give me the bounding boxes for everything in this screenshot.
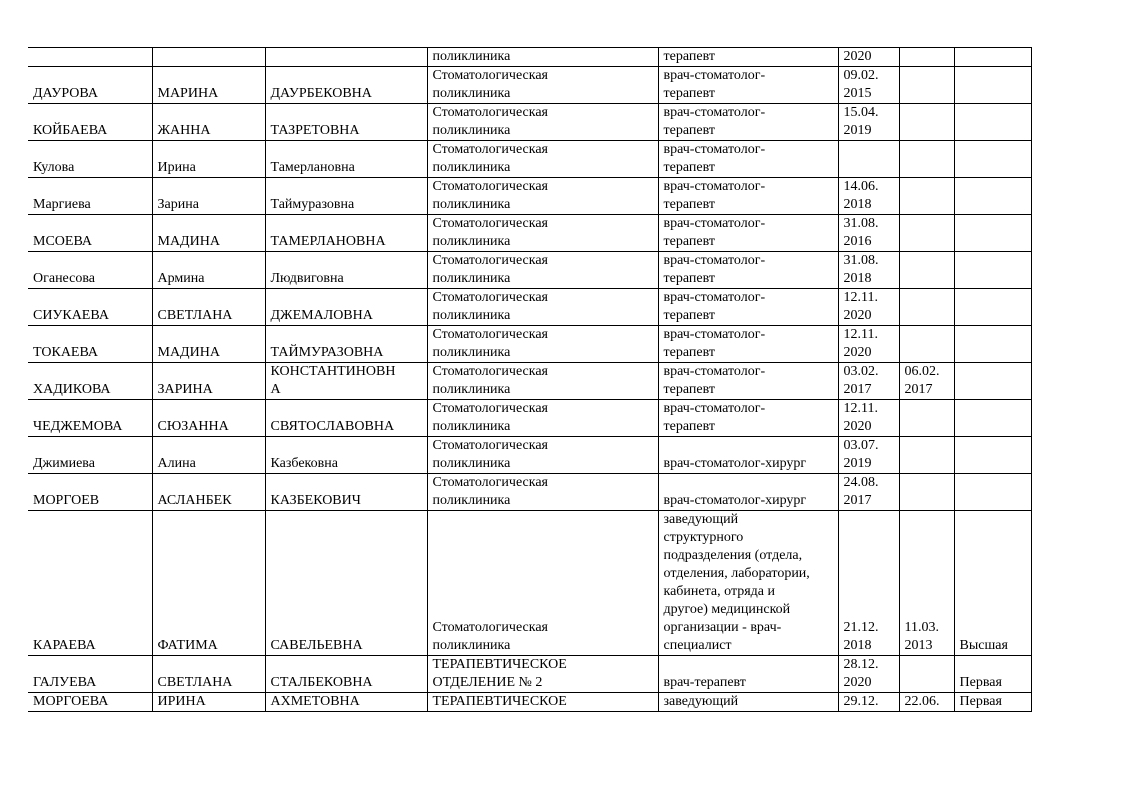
middle-name-cell: Казбековна: [265, 437, 427, 474]
table-row: [28, 511, 1031, 656]
department-cell: Стоматологическая поликлиника: [427, 437, 658, 474]
last-name-cell: Кулова: [28, 141, 152, 178]
table-row: [28, 67, 1031, 104]
department-cell: Стоматологическая поликлиника: [427, 289, 658, 326]
table-row: [28, 326, 1031, 363]
position-cell: заведующий структурного подразделения (отдела, отделения, лаборатории, кабинета, отряда и другое) медицинской организации - врач- специалист: [658, 511, 838, 656]
category-cell: [954, 400, 1031, 437]
second-date-cell: [899, 252, 954, 289]
last-name-cell: МОРГОЕВ: [28, 474, 152, 511]
category-cell: [954, 215, 1031, 252]
category-cell: [954, 474, 1031, 511]
category-cell: [954, 104, 1031, 141]
position-cell: врач-стоматолог-хирург: [658, 437, 838, 474]
date-cell: 31.08. 2018: [838, 252, 899, 289]
second-date-cell: [899, 67, 954, 104]
last-name-cell: [28, 48, 152, 67]
category-cell: [954, 326, 1031, 363]
category-cell: [954, 178, 1031, 215]
table-row: [28, 215, 1031, 252]
position-cell: врач-стоматолог- терапевт: [658, 326, 838, 363]
department-cell: ТЕРАПЕВТИЧЕСКОЕ: [427, 693, 658, 712]
middle-name-cell: Тамерлановна: [265, 141, 427, 178]
first-name-cell: ЗАРИНА: [152, 363, 265, 400]
table-row: [28, 178, 1031, 215]
second-date-cell: [899, 326, 954, 363]
last-name-cell: ДАУРОВА: [28, 67, 152, 104]
second-date-cell: [899, 104, 954, 141]
second-date-cell: [899, 141, 954, 178]
position-cell: заведующий: [658, 693, 838, 712]
date-cell: 03.02. 2017: [838, 363, 899, 400]
first-name-cell: Алина: [152, 437, 265, 474]
category-cell: Высшая: [954, 511, 1031, 656]
date-cell: 29.12.: [838, 693, 899, 712]
middle-name-cell: Людвиговна: [265, 252, 427, 289]
date-cell: 15.04. 2019: [838, 104, 899, 141]
department-cell: поликлиника: [427, 48, 658, 67]
category-cell: [954, 48, 1031, 67]
first-name-cell: СВЕТЛАНА: [152, 656, 265, 693]
table-row: [28, 400, 1031, 437]
department-cell: Стоматологическая поликлиника: [427, 474, 658, 511]
middle-name-cell: Таймуразовна: [265, 178, 427, 215]
second-date-cell: [899, 656, 954, 693]
date-cell: 2020: [838, 48, 899, 67]
category-cell: [954, 363, 1031, 400]
position-cell: врач-стоматолог- терапевт: [658, 252, 838, 289]
table-row: [28, 474, 1031, 511]
date-cell: 24.08. 2017: [838, 474, 899, 511]
position-cell: врач-стоматолог- терапевт: [658, 67, 838, 104]
last-name-cell: МСОЕВА: [28, 215, 152, 252]
second-date-cell: 22.06.: [899, 693, 954, 712]
department-cell: Стоматологическая поликлиника: [427, 215, 658, 252]
first-name-cell: ФАТИМА: [152, 511, 265, 656]
department-cell: Стоматологическая поликлиника: [427, 104, 658, 141]
department-cell: ТЕРАПЕВТИЧЕСКОЕ ОТДЕЛЕНИЕ № 2: [427, 656, 658, 693]
table-row: [28, 48, 1031, 67]
position-cell: врач-стоматолог- терапевт: [658, 178, 838, 215]
last-name-cell: Маргиева: [28, 178, 152, 215]
first-name-cell: МАРИНА: [152, 67, 265, 104]
middle-name-cell: АХМЕТОВНА: [265, 693, 427, 712]
category-cell: Первая: [954, 693, 1031, 712]
date-cell: 12.11. 2020: [838, 289, 899, 326]
last-name-cell: ТОКАЕВА: [28, 326, 152, 363]
second-date-cell: [899, 48, 954, 67]
department-cell: Стоматологическая поликлиника: [427, 326, 658, 363]
table-row: [28, 289, 1031, 326]
position-cell: врач-стоматолог-хирург: [658, 474, 838, 511]
table-row: [28, 363, 1031, 400]
category-cell: [954, 437, 1031, 474]
middle-name-cell: СВЯТОСЛАВОВНА: [265, 400, 427, 437]
table-row: [28, 252, 1031, 289]
date-cell: 12.11. 2020: [838, 326, 899, 363]
department-cell: Стоматологическая поликлиника: [427, 363, 658, 400]
second-date-cell: [899, 474, 954, 511]
middle-name-cell: СТАЛБЕКОВНА: [265, 656, 427, 693]
first-name-cell: [152, 48, 265, 67]
last-name-cell: КОЙБАЕВА: [28, 104, 152, 141]
first-name-cell: СВЕТЛАНА: [152, 289, 265, 326]
date-cell: 21.12. 2018: [838, 511, 899, 656]
staff-table: [28, 47, 1032, 712]
second-date-cell: [899, 400, 954, 437]
last-name-cell: ГАЛУЕВА: [28, 656, 152, 693]
middle-name-cell: КОНСТАНТИНОВН А: [265, 363, 427, 400]
table-row: [28, 656, 1031, 693]
category-cell: [954, 289, 1031, 326]
department-cell: Стоматологическая поликлиника: [427, 178, 658, 215]
position-cell: врач-стоматолог- терапевт: [658, 289, 838, 326]
last-name-cell: Джимиева: [28, 437, 152, 474]
date-cell: 09.02. 2015: [838, 67, 899, 104]
table-row: [28, 104, 1031, 141]
middle-name-cell: ТАЗРЕТОВНА: [265, 104, 427, 141]
position-cell: врач-стоматолог- терапевт: [658, 141, 838, 178]
first-name-cell: Ирина: [152, 141, 265, 178]
first-name-cell: МАДИНА: [152, 326, 265, 363]
department-cell: Стоматологическая поликлиника: [427, 400, 658, 437]
first-name-cell: АСЛАНБЕК: [152, 474, 265, 511]
department-cell: Стоматологическая поликлиника: [427, 67, 658, 104]
first-name-cell: Зарина: [152, 178, 265, 215]
last-name-cell: СИУКАЕВА: [28, 289, 152, 326]
category-cell: [954, 252, 1031, 289]
second-date-cell: [899, 437, 954, 474]
category-cell: [954, 141, 1031, 178]
position-cell: врач-стоматолог- терапевт: [658, 215, 838, 252]
middle-name-cell: ТАМЕРЛАНОВНА: [265, 215, 427, 252]
date-cell: 12.11. 2020: [838, 400, 899, 437]
second-date-cell: [899, 215, 954, 252]
position-cell: врач-стоматолог- терапевт: [658, 363, 838, 400]
date-cell: 03.07. 2019: [838, 437, 899, 474]
table-row: [28, 693, 1031, 712]
last-name-cell: ХАДИКОВА: [28, 363, 152, 400]
department-cell: Стоматологическая поликлиника: [427, 511, 658, 656]
last-name-cell: Оганесова: [28, 252, 152, 289]
middle-name-cell: ТАЙМУРАЗОВНА: [265, 326, 427, 363]
date-cell: 31.08. 2016: [838, 215, 899, 252]
department-cell: Стоматологическая поликлиника: [427, 252, 658, 289]
position-cell: врач-стоматолог- терапевт: [658, 104, 838, 141]
middle-name-cell: ДЖЕМАЛОВНА: [265, 289, 427, 326]
middle-name-cell: ДАУРБЕКОВНА: [265, 67, 427, 104]
second-date-cell: 11.03. 2013: [899, 511, 954, 656]
second-date-cell: [899, 178, 954, 215]
first-name-cell: ИРИНА: [152, 693, 265, 712]
first-name-cell: ЖАННА: [152, 104, 265, 141]
date-cell: 14.06. 2018: [838, 178, 899, 215]
first-name-cell: МАДИНА: [152, 215, 265, 252]
position-cell: терапевт: [658, 48, 838, 67]
date-cell: 28.12. 2020: [838, 656, 899, 693]
last-name-cell: КАРАЕВА: [28, 511, 152, 656]
last-name-cell: ЧЕДЖЕМОВА: [28, 400, 152, 437]
second-date-cell: [899, 289, 954, 326]
position-cell: врач-терапевт: [658, 656, 838, 693]
last-name-cell: МОРГОЕВА: [28, 693, 152, 712]
first-name-cell: Армина: [152, 252, 265, 289]
category-cell: Первая: [954, 656, 1031, 693]
date-cell: [838, 141, 899, 178]
middle-name-cell: КАЗБЕКОВИЧ: [265, 474, 427, 511]
table-row: [28, 141, 1031, 178]
middle-name-cell: САВЕЛЬЕВНА: [265, 511, 427, 656]
table-row: [28, 437, 1031, 474]
position-cell: врач-стоматолог- терапевт: [658, 400, 838, 437]
category-cell: [954, 67, 1031, 104]
second-date-cell: 06.02. 2017: [899, 363, 954, 400]
first-name-cell: СЮЗАННА: [152, 400, 265, 437]
department-cell: Стоматологическая поликлиника: [427, 141, 658, 178]
middle-name-cell: [265, 48, 427, 67]
